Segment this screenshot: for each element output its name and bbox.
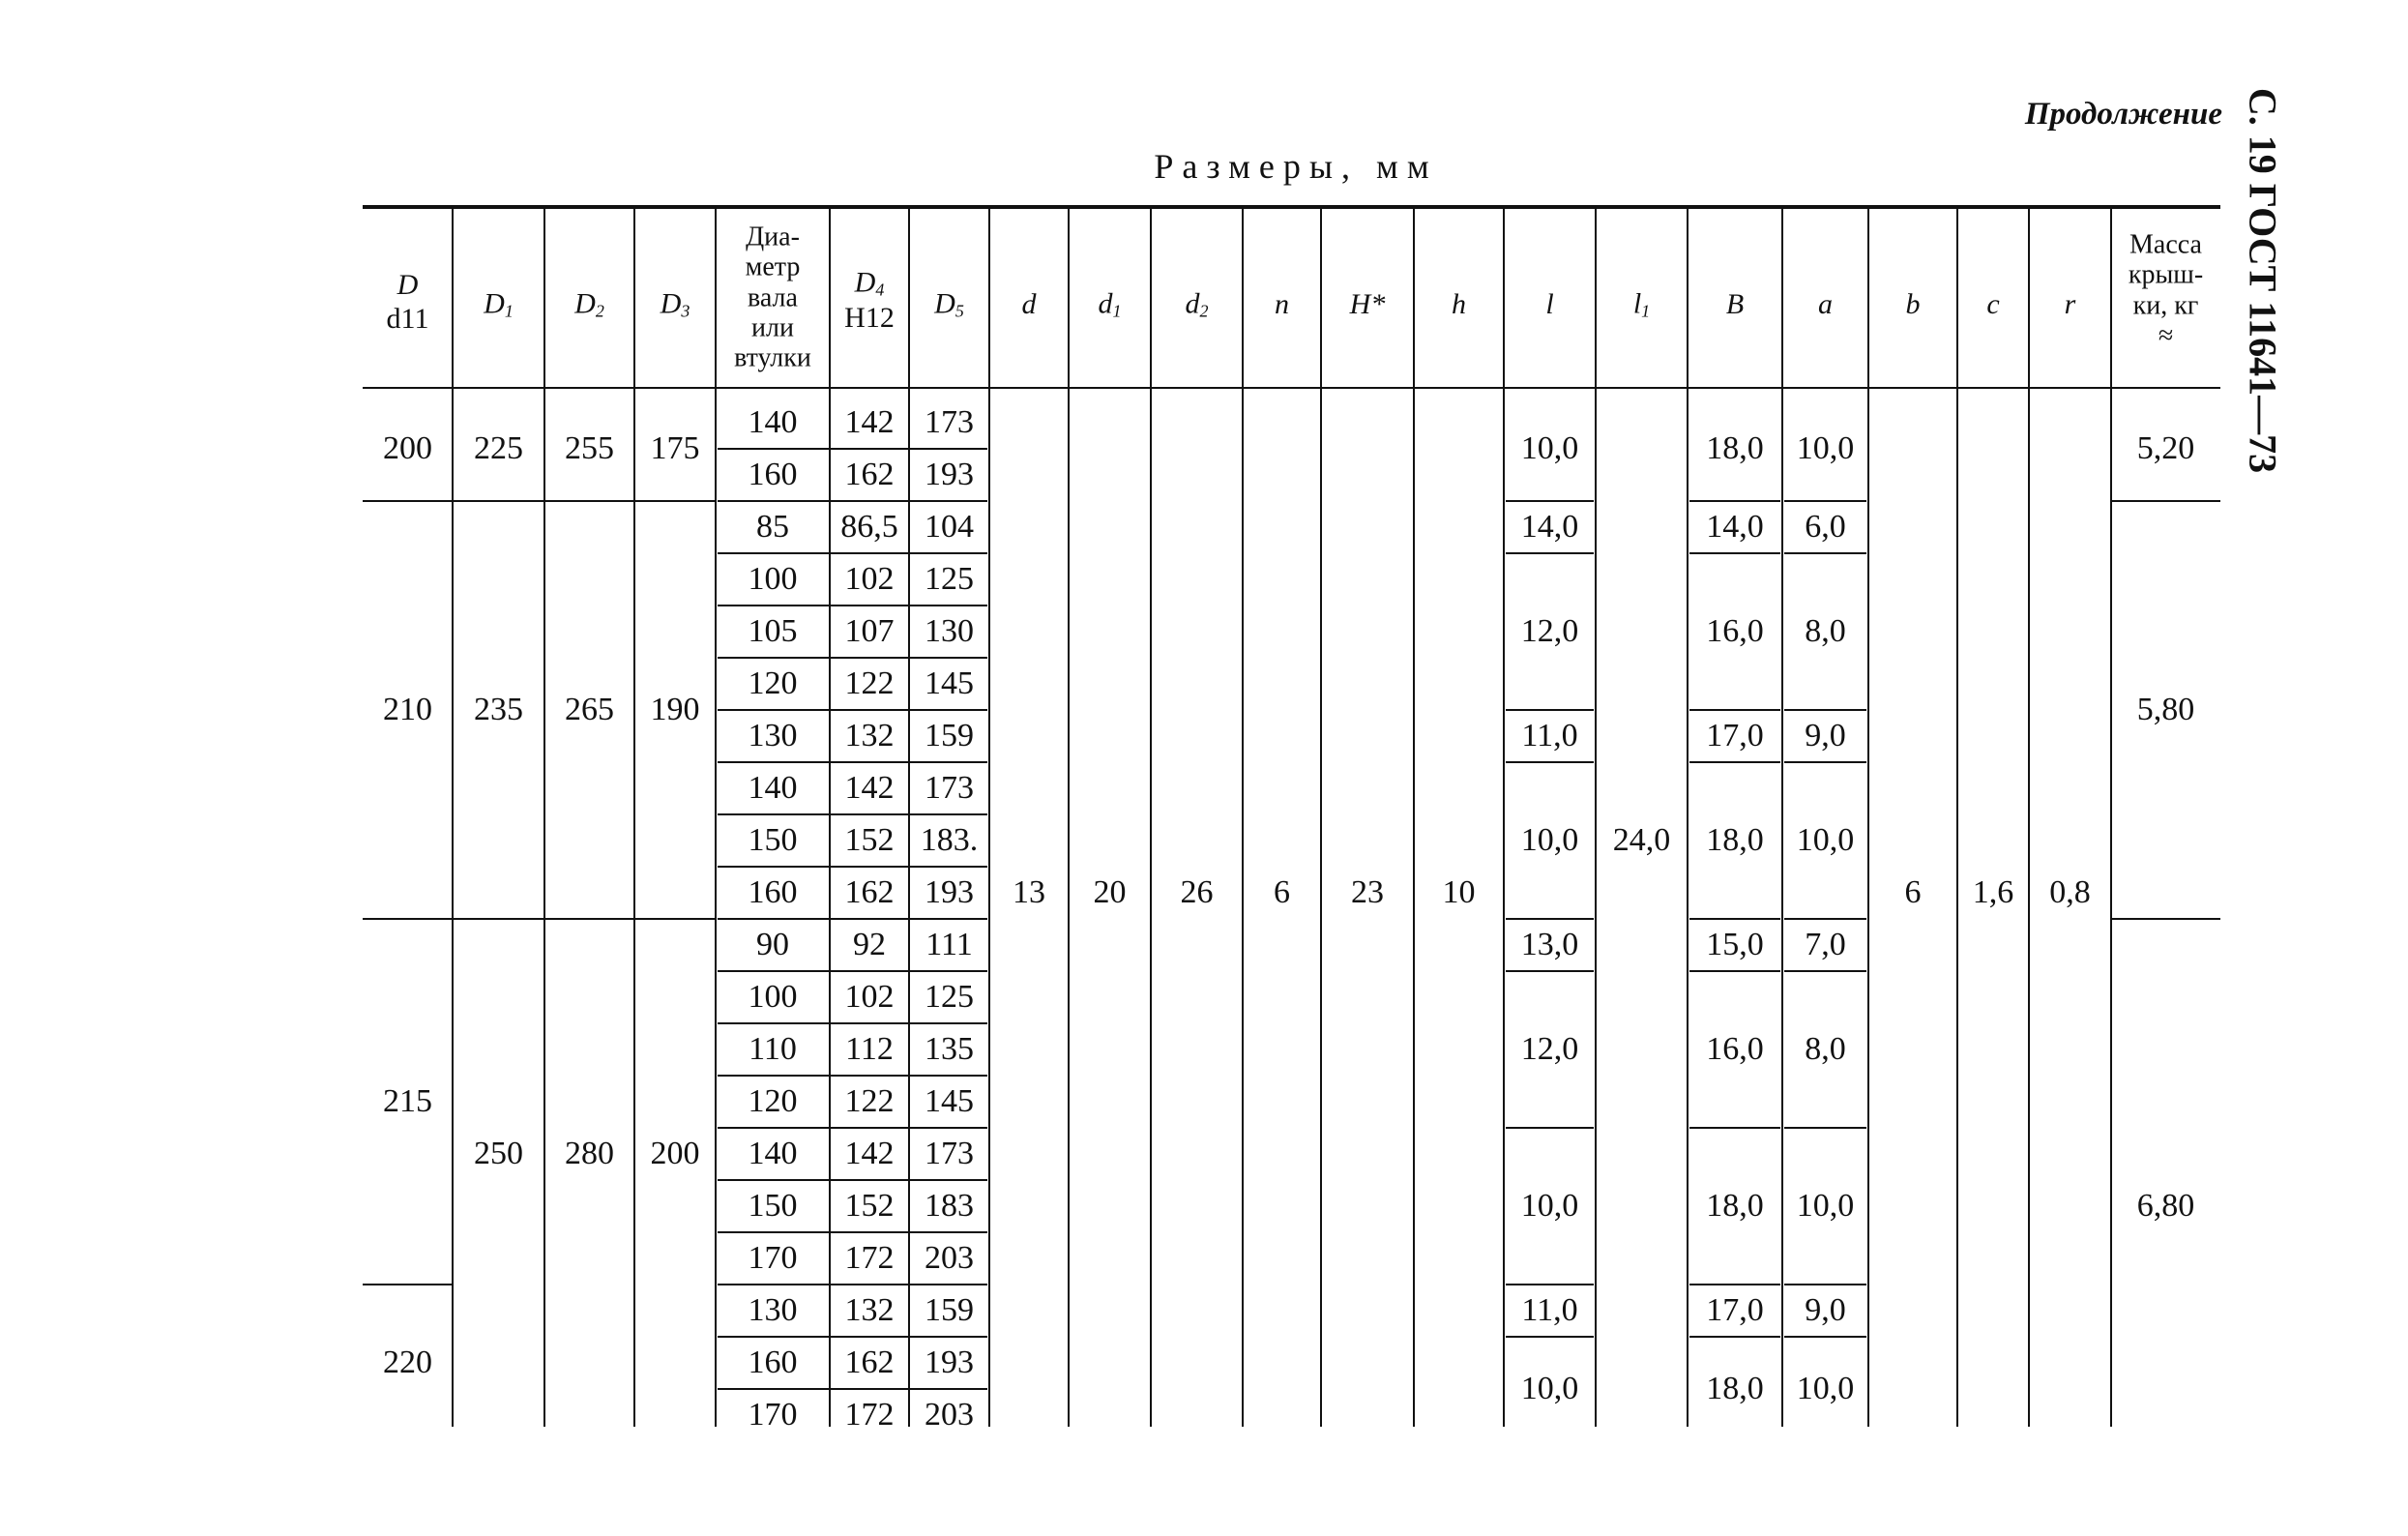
- group-rule: [1784, 1336, 1866, 1338]
- cell-D3: 190: [650, 692, 700, 727]
- header-b-symbol: b: [1905, 288, 1921, 320]
- cell-n: 6: [1274, 874, 1290, 910]
- cell-r: 0,8: [2049, 874, 2091, 910]
- header-l-symbol: l: [1545, 288, 1554, 320]
- cell-shaft-diameter: 105: [748, 613, 798, 649]
- cell-D3: 175: [650, 430, 700, 466]
- cell-B: 14,0: [1706, 509, 1764, 545]
- group-rule: [1784, 552, 1866, 554]
- cell-c: 1,6: [1972, 874, 2014, 910]
- cell-D5: 183: [925, 1188, 974, 1224]
- header-D4: [854, 266, 885, 300]
- header-H: [1350, 290, 1386, 319]
- cell-a: 9,0: [1805, 718, 1846, 753]
- cell-a: 7,0: [1805, 927, 1846, 962]
- row-rule: [718, 1022, 987, 1024]
- continuation-label: Продолжение: [2024, 97, 2222, 132]
- header-a-symbol: a: [1818, 288, 1833, 320]
- row-rule: [718, 1284, 987, 1285]
- cell-D5: 173: [925, 1136, 974, 1171]
- column-divider: [1781, 205, 1783, 1427]
- header-l: [1545, 290, 1553, 319]
- cell-D5: 145: [925, 1083, 974, 1119]
- row-rule: [718, 761, 987, 763]
- row-rule: [718, 448, 987, 450]
- cell-D4: 132: [844, 718, 895, 753]
- group-rule: [363, 1284, 453, 1285]
- group-rule: [1689, 500, 1780, 502]
- cell-D5: 159: [925, 718, 974, 753]
- column-divider: [1242, 205, 1244, 1427]
- cell-D5: 193: [925, 874, 974, 910]
- cell-D5: 125: [925, 561, 974, 597]
- cell-shaft-diameter: 160: [748, 874, 798, 910]
- column-divider: [1068, 205, 1070, 1427]
- group-rule: [1784, 970, 1866, 972]
- cell-l: 10,0: [1520, 1188, 1579, 1224]
- cell-D4: 142: [844, 404, 895, 440]
- header-d11: d11: [386, 303, 429, 335]
- cell-shaft-diameter: 170: [748, 1240, 798, 1276]
- group-rule: [1784, 918, 1866, 920]
- cell-D4: 102: [844, 561, 895, 597]
- cell-D4: 152: [844, 1188, 895, 1224]
- cell-D5: 173: [925, 404, 974, 440]
- header-B: [1726, 290, 1744, 319]
- cell-shaft-diameter: 85: [756, 509, 789, 545]
- header-l1-symbol: l: [1632, 287, 1642, 320]
- group-rule: [363, 500, 716, 502]
- header-D3: [660, 287, 690, 321]
- group-rule: [1689, 918, 1780, 920]
- cell-B: 18,0: [1706, 1371, 1764, 1406]
- column-divider: [1687, 205, 1689, 1427]
- group-rule: [1689, 1127, 1780, 1129]
- column-divider: [829, 205, 831, 1427]
- cell-D: 220: [383, 1344, 432, 1380]
- cell-shaft-diameter: 160: [748, 1344, 798, 1380]
- cell-D5: 193: [925, 457, 974, 492]
- cell-D5: 104: [925, 509, 974, 545]
- cell-l: 10,0: [1520, 1371, 1579, 1406]
- header-bottom-rule: [363, 387, 2220, 389]
- column-divider: [1150, 205, 1152, 1427]
- cell-shaft-diameter: 100: [748, 979, 798, 1015]
- cell-D4: 162: [844, 874, 895, 910]
- cell-shaft-diameter: 140: [748, 1136, 798, 1171]
- cell-a: 10,0: [1796, 430, 1855, 466]
- cell-D5: 135: [925, 1031, 974, 1067]
- cell-D5: 111: [925, 927, 973, 962]
- header-D4-symbol: D: [854, 266, 876, 299]
- column-divider: [1503, 205, 1505, 1427]
- cell-l: 10,0: [1520, 822, 1579, 858]
- group-rule: [1689, 709, 1780, 711]
- header-c: [1986, 290, 1999, 319]
- cell-a: 10,0: [1796, 822, 1855, 858]
- group-rule: [1784, 709, 1866, 711]
- header-D3-subscript: 3: [681, 301, 690, 321]
- row-rule: [718, 1127, 987, 1129]
- row-rule: [718, 500, 987, 502]
- cell-H: 23: [1351, 874, 1384, 910]
- cell-d2: 26: [1180, 874, 1214, 910]
- header-H12: H12: [844, 302, 895, 334]
- cell-shaft-diameter: 130: [748, 1292, 798, 1328]
- table-title: Размеры, мм: [1154, 147, 1438, 186]
- header-D: D: [396, 269, 419, 301]
- column-divider: [988, 205, 990, 1427]
- cell-l: 12,0: [1520, 1031, 1579, 1067]
- header-D5-subscript: 5: [954, 301, 964, 321]
- cell-D4: 172: [844, 1240, 895, 1276]
- header-d: [1022, 290, 1037, 319]
- group-rule: [1784, 1127, 1866, 1129]
- cell-shaft-diameter: 90: [756, 927, 789, 962]
- cell-shaft-diameter: 150: [748, 822, 798, 858]
- cell-d: 13: [1013, 874, 1045, 910]
- header-d2-subscript: 2: [1199, 301, 1209, 321]
- cell-D4: 132: [844, 1292, 895, 1328]
- header-B-symbol: B: [1725, 288, 1745, 320]
- header-d2: [1185, 287, 1209, 321]
- header-D3-symbol: D: [660, 287, 682, 320]
- cell-b: 6: [1904, 874, 1922, 910]
- cell-D4: 92: [853, 927, 886, 962]
- cell-D5: 183.: [920, 822, 979, 858]
- cell-D: 210: [383, 692, 432, 727]
- group-rule: [1784, 500, 1866, 502]
- row-rule: [718, 1388, 987, 1390]
- cell-a: 8,0: [1805, 613, 1846, 649]
- cell-B: 18,0: [1706, 822, 1764, 858]
- cell-D5: 173: [925, 770, 974, 806]
- column-divider: [1320, 205, 1322, 1427]
- cell-D1: 235: [474, 692, 523, 727]
- cell-D4: 107: [844, 613, 895, 649]
- header-D5-symbol: D: [934, 287, 955, 320]
- column-divider: [1413, 205, 1415, 1427]
- group-rule: [1689, 970, 1780, 972]
- cell-l: 11,0: [1521, 1292, 1578, 1328]
- row-rule: [718, 657, 987, 659]
- group-rule: [2111, 500, 2220, 502]
- group-rule: [1689, 761, 1780, 763]
- column-divider: [715, 205, 717, 1427]
- header-D2: [574, 287, 604, 321]
- group-rule: [363, 918, 716, 920]
- header-d-symbol: d: [1021, 288, 1037, 320]
- cell-shaft-diameter: 100: [748, 561, 798, 597]
- cell-D4: 142: [844, 770, 895, 806]
- header-n-symbol: n: [1275, 288, 1289, 320]
- cell-h: 10: [1442, 874, 1476, 910]
- row-rule: [718, 866, 987, 868]
- group-rule: [1506, 1127, 1594, 1129]
- cell-B: 15,0: [1706, 927, 1764, 962]
- row-rule: [718, 1075, 987, 1077]
- group-rule: [1506, 1336, 1594, 1338]
- header-shaft-diameter: Диа- метр вала или втулки: [734, 222, 811, 374]
- group-rule: [1689, 552, 1780, 554]
- cell-D: 215: [383, 1083, 432, 1119]
- cell-D5: 145: [925, 665, 974, 701]
- cell-D5: 203: [925, 1240, 974, 1276]
- cell-shaft-diameter: 110: [749, 1031, 797, 1067]
- cell-shaft-diameter: 120: [748, 1083, 798, 1119]
- cell-D: 200: [383, 430, 432, 466]
- row-rule: [718, 813, 987, 815]
- cell-l: 11,0: [1521, 718, 1578, 753]
- row-rule: [718, 605, 987, 606]
- column-divider: [543, 205, 545, 1427]
- cell-l: 13,0: [1520, 927, 1579, 962]
- standard-side-title: С. 19 ГОСТ 11641—73: [2241, 87, 2285, 474]
- header-n: [1275, 290, 1289, 319]
- header-D4-subscript: 4: [875, 280, 885, 300]
- group-rule: [1784, 1284, 1866, 1285]
- header-D2-symbol: D: [574, 287, 596, 320]
- column-divider: [1867, 205, 1869, 1427]
- column-divider: [1595, 205, 1597, 1427]
- cell-B: 17,0: [1706, 1292, 1764, 1328]
- group-rule: [1506, 970, 1594, 972]
- cell-a: 9,0: [1805, 1292, 1846, 1328]
- cell-shaft-diameter: 150: [748, 1188, 798, 1224]
- group-rule: [1784, 761, 1866, 763]
- cell-a: 8,0: [1805, 1031, 1846, 1067]
- header-h-symbol: h: [1452, 288, 1466, 320]
- cell-shaft-diameter: 140: [748, 770, 798, 806]
- row-rule: [718, 970, 987, 972]
- header-D1-symbol: D: [484, 287, 505, 320]
- header-H-symbol: H*: [1349, 288, 1386, 320]
- cell-a: 10,0: [1796, 1188, 1855, 1224]
- cell-D4: 112: [845, 1031, 894, 1067]
- header-d1-symbol: d: [1098, 287, 1113, 320]
- cell-shaft-diameter: 130: [748, 718, 798, 753]
- cell-D4: 152: [844, 822, 895, 858]
- group-rule: [2111, 918, 2220, 920]
- cell-D4: 142: [844, 1136, 895, 1171]
- cell-l1: 24,0: [1612, 822, 1671, 858]
- column-divider: [2028, 205, 2030, 1427]
- cell-D4: 162: [844, 1344, 895, 1380]
- header-l1: [1632, 287, 1651, 321]
- cell-D4: 122: [844, 1083, 895, 1119]
- cell-shaft-diameter: 140: [748, 404, 798, 440]
- header-D1: [484, 287, 514, 321]
- header-l1-subscript: 1: [1641, 301, 1651, 321]
- header-D2-subscript: 2: [595, 301, 604, 321]
- row-rule: [718, 1336, 987, 1338]
- header-d1: [1098, 287, 1122, 321]
- group-rule: [1506, 761, 1594, 763]
- group-rule: [1506, 500, 1594, 502]
- group-rule: [1506, 709, 1594, 711]
- cell-B: 16,0: [1706, 1031, 1764, 1067]
- cell-D4: 162: [844, 457, 895, 492]
- cell-D5: 203: [925, 1397, 974, 1433]
- row-rule: [718, 709, 987, 711]
- row-rule: [718, 552, 987, 554]
- header-mass: Масса крыш- ки, кг ≈: [2128, 229, 2204, 351]
- cell-l: 12,0: [1520, 613, 1579, 649]
- group-rule: [1506, 552, 1594, 554]
- cell-mass: 5,80: [2136, 692, 2195, 727]
- cell-l: 14,0: [1520, 509, 1579, 545]
- header-D5: [934, 287, 964, 321]
- cell-D4: 122: [844, 665, 895, 701]
- cell-l: 10,0: [1520, 430, 1579, 466]
- group-rule: [1506, 1284, 1594, 1285]
- group-rule: [1689, 1284, 1780, 1285]
- cell-D5: 130: [925, 613, 974, 649]
- cell-D1: 225: [474, 430, 523, 466]
- cell-shaft-diameter: 170: [748, 1397, 798, 1433]
- row-rule: [718, 1179, 987, 1181]
- column-divider: [908, 205, 910, 1427]
- header-h: [1452, 290, 1466, 319]
- group-rule: [1689, 1336, 1780, 1338]
- cell-shaft-diameter: 160: [748, 457, 798, 492]
- cell-D4: 102: [844, 979, 895, 1015]
- cell-D4: 172: [844, 1397, 895, 1433]
- cell-D5: 159: [925, 1292, 974, 1328]
- cell-D5: 193: [925, 1344, 974, 1380]
- row-rule: [718, 1231, 987, 1233]
- cell-mass: 6,80: [2136, 1188, 2195, 1224]
- header-b: [1906, 290, 1921, 319]
- column-divider: [2110, 205, 2112, 1427]
- cell-D1: 250: [474, 1136, 523, 1171]
- cell-B: 17,0: [1706, 718, 1764, 753]
- cell-B: 16,0: [1706, 613, 1764, 649]
- cell-B: 18,0: [1706, 1188, 1764, 1224]
- cell-D2: 255: [565, 430, 614, 466]
- header-D1-subscript: 1: [504, 301, 514, 321]
- header-r-symbol: r: [2064, 288, 2076, 320]
- table-top-rule: [363, 205, 2220, 209]
- cell-shaft-diameter: 120: [748, 665, 798, 701]
- cell-D5: 125: [925, 979, 974, 1015]
- header-c-symbol: c: [1986, 288, 2000, 320]
- cell-a: 6,0: [1805, 509, 1846, 545]
- header-d1-subscript: 1: [1112, 301, 1122, 321]
- header-d2-symbol: d: [1185, 287, 1200, 320]
- cell-D4: 86,5: [840, 509, 898, 545]
- cell-D2: 265: [565, 692, 614, 727]
- cell-d1: 20: [1093, 874, 1127, 910]
- group-rule: [1506, 918, 1594, 920]
- cell-D3: 200: [650, 1136, 700, 1171]
- row-rule: [718, 918, 987, 920]
- column-divider: [452, 205, 454, 1427]
- column-divider: [1956, 205, 1958, 1427]
- cell-a: 10,0: [1796, 1371, 1855, 1406]
- header-a: [1818, 290, 1833, 319]
- cell-D2: 280: [565, 1136, 614, 1171]
- cell-mass: 5,20: [2136, 430, 2195, 466]
- column-divider: [633, 205, 635, 1427]
- cell-B: 18,0: [1706, 430, 1764, 466]
- header-r: [2065, 290, 2076, 319]
